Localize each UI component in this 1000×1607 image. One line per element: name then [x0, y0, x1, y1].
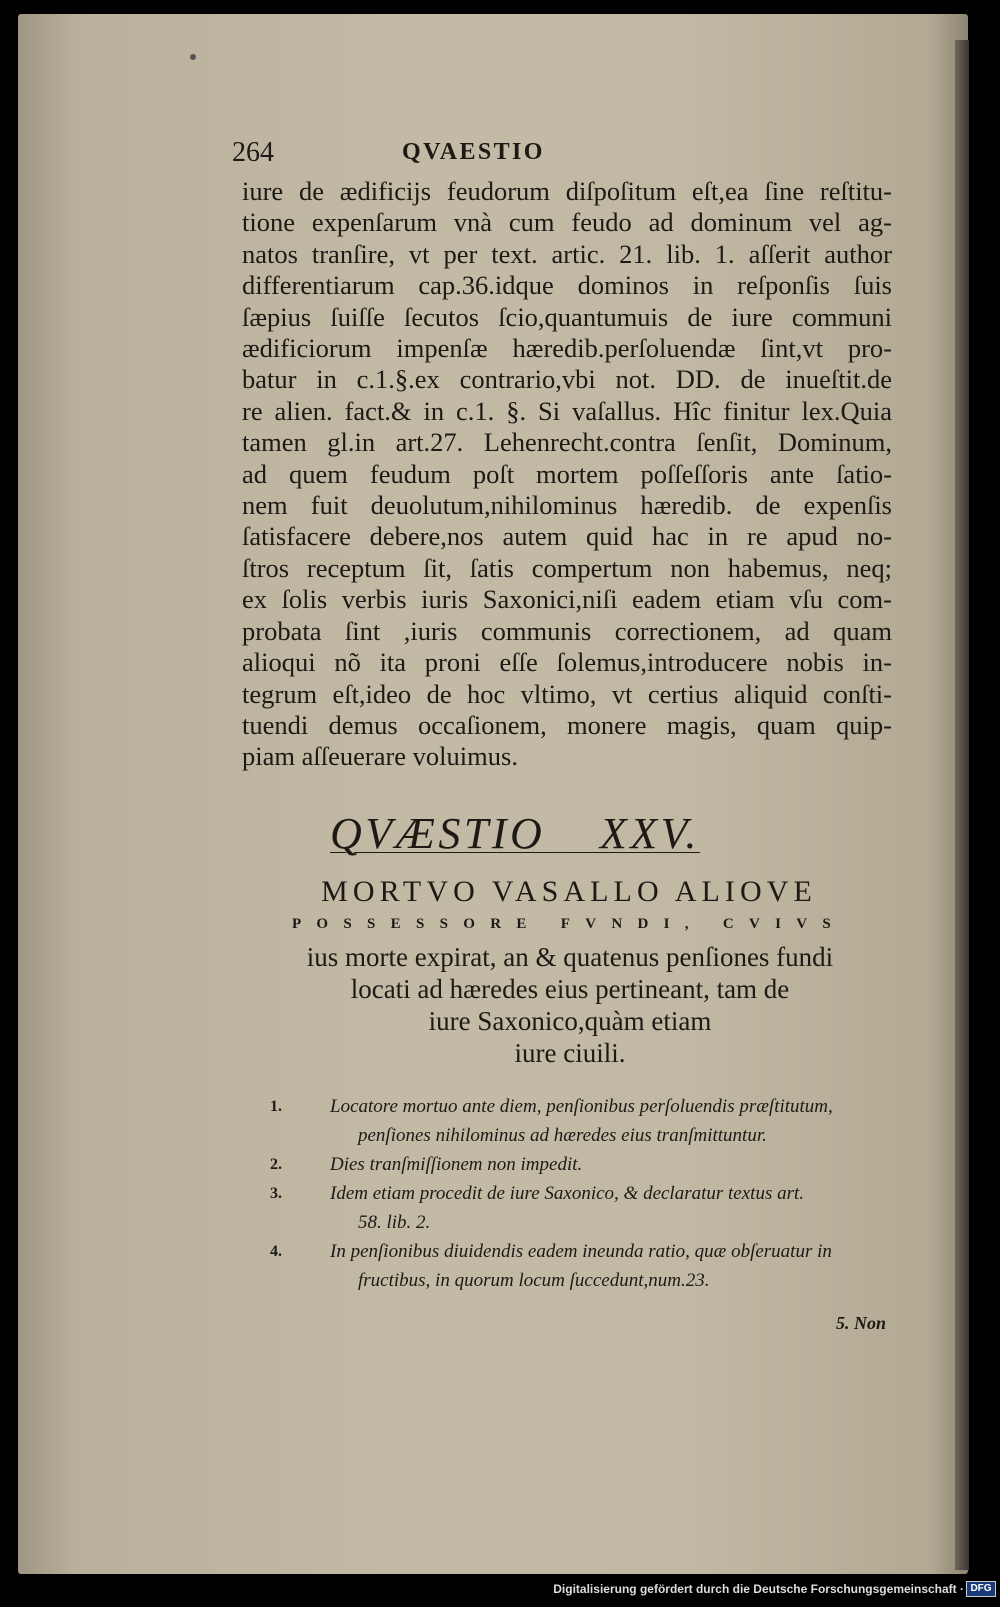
- summary-number: 1.: [270, 1098, 282, 1115]
- text-line: ædificiorum impenſæ hæredib.perſoluendæ ſint,vt pro-: [242, 333, 892, 364]
- summary-line: penſiones nihilominus ad hæredes eius tranſmittuntur.: [358, 1125, 767, 1146]
- text-line: ex ſolis verbis iuris Saxonici,niſi eadem etiam vſu com-: [242, 584, 892, 615]
- text-line: tione expenſarum vnà cum feudo ad dominum vel ag-: [242, 207, 892, 238]
- text-line: natos tranſire, vt per text. artic. 21. lib. 1. aſſerit author: [242, 238, 892, 269]
- summary-line: 58. lib. 2.: [358, 1212, 431, 1233]
- text-line: piam aſſeuerare voluimus.: [242, 741, 518, 772]
- subtitle-line: ius morte expirat, an & quatenus penſiones fundi: [306, 942, 834, 972]
- running-header: [232, 137, 912, 173]
- text-line: tuendi demus occaſionem, monere magis, quam quip-: [242, 709, 892, 740]
- subtitle-line: locati ad hæredes eius pertineant, tam de: [350, 974, 790, 1004]
- catchword: 5. Non: [836, 1313, 887, 1333]
- summary-number: 2.: [270, 1156, 282, 1173]
- main-text: [242, 176, 892, 773]
- summary-item: [270, 1179, 900, 1237]
- text-line: tegrum eſt,ideo de hoc vltimo, vt certius aliquid conſti-: [242, 678, 892, 709]
- text-line: ſatisfacere debere,nos autem quid hac in re apud no-: [242, 521, 892, 552]
- dfg-logo[interactable]: DFG: [966, 1581, 996, 1597]
- footer-bar: [0, 1578, 1000, 1607]
- text-line: ad quem feudum poſt mortem poſſeſſoris ante ſatio-: [242, 458, 892, 489]
- text-line: ſæpius ſuiſſe ſecutos ſcio,quantumuis de iure communi: [242, 301, 892, 332]
- text-line: ſtros receptum ſit, ſatis compertum non habemus, neq;: [242, 552, 892, 583]
- text-line: differentiarum cap.36.idque dominos in reſponſis ſuis: [242, 270, 892, 301]
- summary-line: Idem etiam procedit de iure Saxonico, & declaratur textus art.: [330, 1183, 805, 1204]
- pinhole-mark: [190, 54, 196, 60]
- summary-line: fructibus, in quorum locum ſuccedunt,num.23.: [358, 1270, 710, 1291]
- text-line: nem fuit deuolutum,nihilominus hæredib. de expenſis: [242, 490, 892, 521]
- text-line: alioqui nõ ita proni eſſe ſolemus,introducere nobis in-: [242, 647, 892, 678]
- summary-line: In penſionibus diuidendis eadem ineunda ratio, quæ obſeruatur in: [330, 1241, 832, 1262]
- text-line: tamen gl.in art.27. Lehenrecht.contra ſenſit, Dominum,: [242, 427, 892, 458]
- subtitle-line: iure ciuili.: [514, 1038, 626, 1068]
- summary-line: Dies tranſmiſſionem non impedit.: [330, 1154, 583, 1175]
- question-title: QVÆSTIO XXV.: [330, 809, 700, 858]
- text-line: iure de ædificijs feudorum diſpoſitum eſt,ea ſine reſtitu-: [242, 176, 892, 206]
- question-subtitle: [250, 941, 890, 1069]
- funding-credit: Digitalisierung gefördert durch die Deutsche Forschungsgemeinschaft ·: [553, 1582, 964, 1596]
- question-caps-line-1: MORTVO VASALLO ALIOVE: [321, 875, 817, 908]
- summary-item: [270, 1150, 900, 1179]
- page-edge: [955, 40, 969, 1570]
- text-line: batur in c.1.§.ex contrario,vbi not. DD. de inueſtit.de: [242, 364, 892, 395]
- text-line: probata ſint ,iuris communis correctionem, ad quam: [242, 615, 892, 646]
- summary-item: [270, 1237, 900, 1295]
- text-line: re alien. fact.& in c.1. §. Si vaſallus. Hîc finitur lex.Quia: [242, 395, 892, 426]
- summary-number: 3.: [270, 1185, 282, 1202]
- summary-number: 4.: [270, 1243, 282, 1260]
- summary-item: [270, 1092, 900, 1150]
- summary-list: [270, 1092, 900, 1295]
- summary-line: Locatore mortuo ante diem, penſionibus perſoluendis præſtitutum,: [330, 1096, 833, 1117]
- question-caps-line-2: POSSESSORE FVNDI, CVIVS: [291, 916, 847, 932]
- subtitle-line: iure Saxonico,quàm etiam: [428, 1006, 712, 1036]
- running-title: QVAESTIO: [402, 139, 545, 165]
- page-number: 264: [232, 137, 274, 168]
